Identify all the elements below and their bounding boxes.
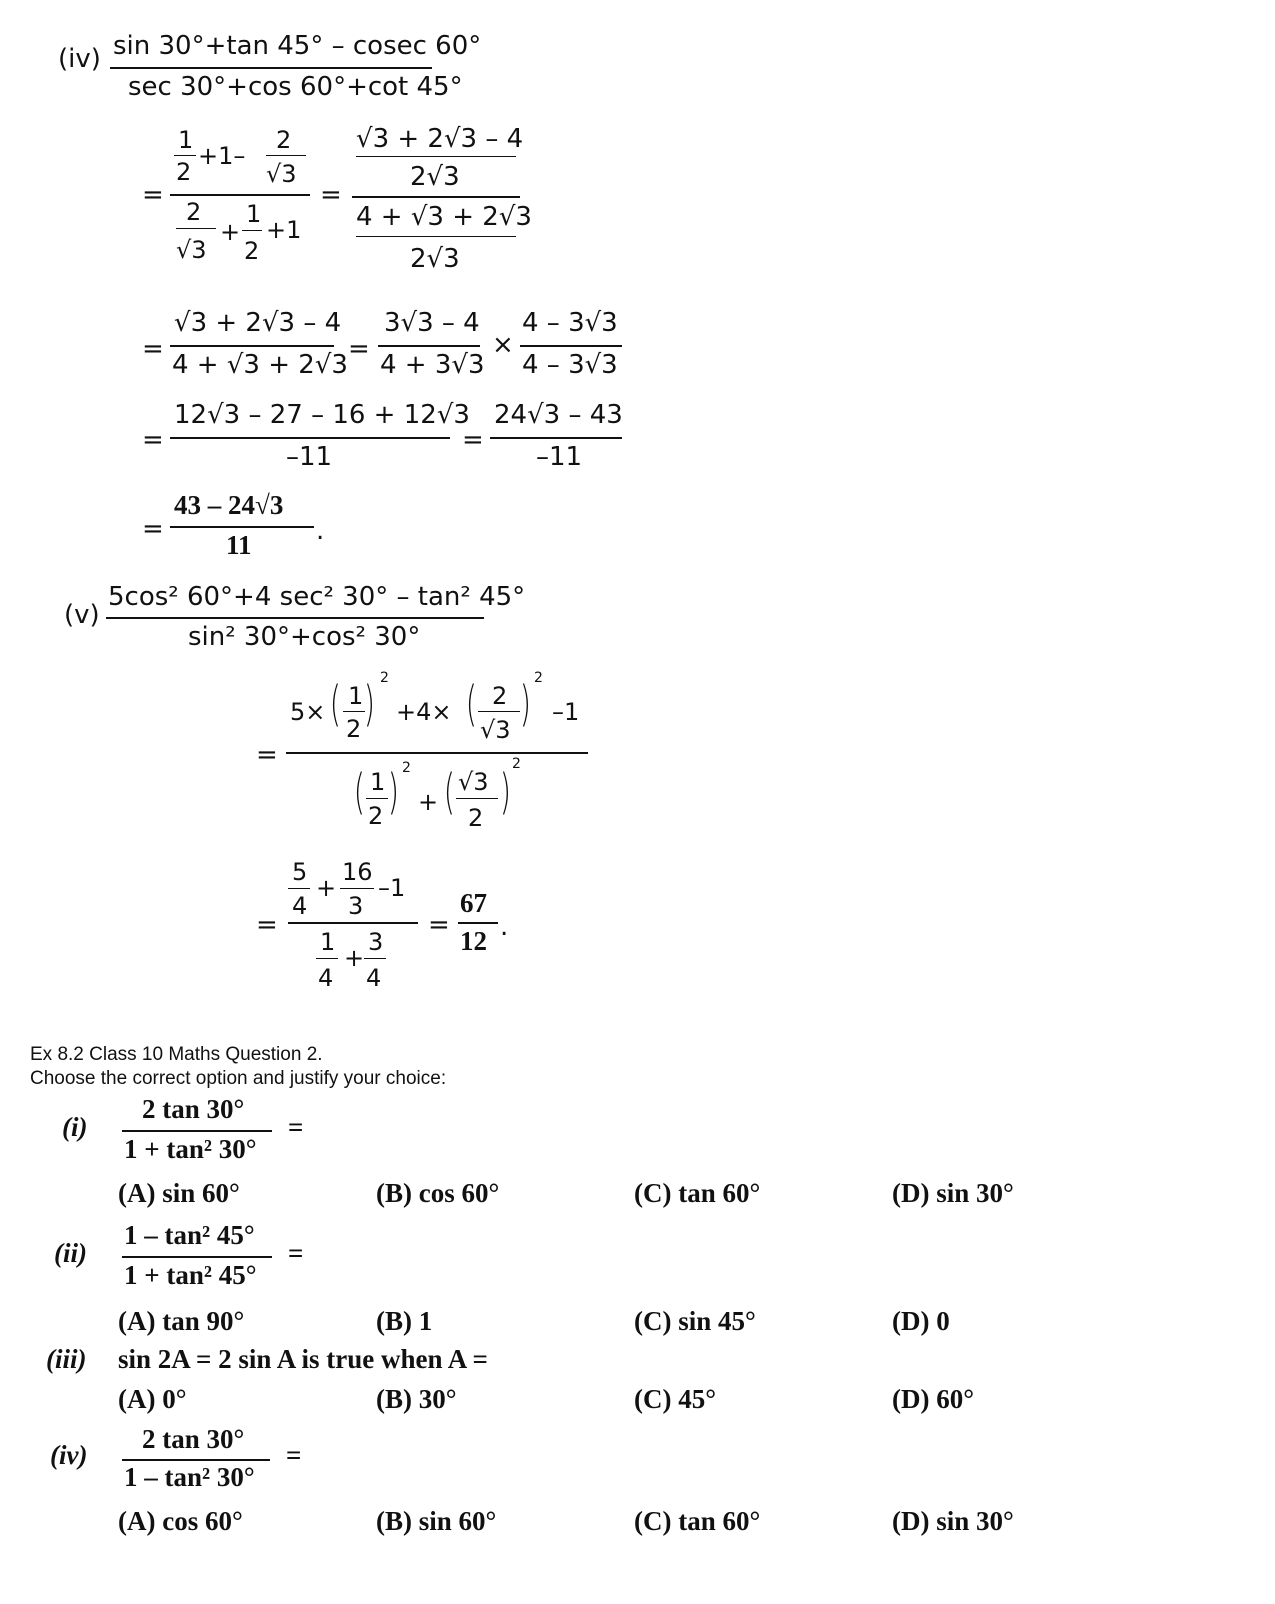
numerator-digit: 3 [368,928,384,956]
numerator-digit: 1 [348,682,364,710]
option-c[interactable]: (C) tan 60° [634,1178,761,1208]
item-numerator: 2 tan 30° [142,1094,245,1124]
operator: –1 [378,874,406,902]
denominator-expression: 4 – 3√3 [522,350,618,380]
exponent: 2 [402,760,411,776]
equals-sign: = [256,910,278,940]
fraction-bar [343,711,365,712]
numerator-digit: 16 [342,858,373,886]
question-instruction: Choose the correct option and justify your choice: [30,1068,447,1089]
fraction-bar [356,156,516,157]
exponent: 2 [534,670,543,686]
operator: +1 [266,216,302,244]
main-fraction-bar [288,922,418,924]
fraction-bar [174,155,196,156]
main-fraction-bar [170,194,310,196]
right-paren: ) [387,764,399,820]
part-iv-numerator: sin 30°+tan 45° – cosec 60° [113,31,482,61]
operator: –1 [552,698,580,726]
numerator-expression: 24√3 – 43 [494,400,623,430]
period: . [316,516,325,546]
item-numerator: 1 – tan² 45° [124,1220,255,1250]
fraction-bar [122,1256,272,1258]
part-iv-denominator: sec 30°+cos 60°+cot 45° [128,72,463,102]
denominator-digit: 2 [346,715,362,743]
fraction-bar [106,617,484,619]
equals-sign: = [142,334,164,364]
fraction-bar [378,345,480,347]
fraction-bar [170,437,450,439]
right-paren: ) [363,676,375,732]
right-paren: ) [519,676,531,732]
denominator-root: √3 [480,716,511,744]
main-fraction-bar [286,752,588,754]
numerator-digit: 1 [320,928,336,956]
item-denominator: 1 + tan² 45° [124,1260,257,1290]
equals-sign: = [288,1112,304,1142]
result-denominator: 12 [460,926,487,956]
numerator-expression: 12√3 – 27 – 16 + 12√3 [174,400,470,430]
operator: +4× [396,698,452,726]
fraction-bar [364,958,386,959]
question-heading: Ex 8.2 Class 10 Maths Question 2. [30,1044,323,1065]
left-paren: ( [329,676,341,732]
period: . [500,912,509,942]
item-denominator: 1 + tan² 30° [124,1134,257,1164]
equals-sign: = [142,514,164,544]
denominator-expression: 2√3 [410,244,460,274]
main-fraction-bar [352,196,520,198]
numerator-digit: 1 [370,768,386,796]
fraction-bar [366,798,388,799]
fraction-bar [122,1459,270,1461]
equals-sign: = [288,1238,304,1268]
fraction-bar [316,958,338,959]
exponent: 2 [380,670,389,686]
option-b[interactable]: (B) 30° [376,1384,457,1414]
option-a[interactable]: (A) 0° [118,1384,187,1414]
denominator-digit: 2 [244,237,260,265]
part-iv-label: (iv) [58,44,101,74]
numerator-digit: 5 [292,858,308,886]
fraction-bar [288,888,310,889]
part-v-denominator: sin² 30°+cos² 30° [188,622,421,652]
denominator-expression: 2√3 [410,162,460,192]
operator: +1– [198,142,246,170]
numerator-expression: √3 + 2√3 – 4 [356,124,524,154]
option-d[interactable]: (D) 60° [892,1384,975,1414]
equals-sign: = [320,180,342,210]
denominator-digit: 4 [292,892,308,920]
denominator-digit: 3 [348,892,364,920]
numerator-digit: 1 [246,200,262,228]
denominator-digit: 4 [318,964,334,992]
numerator-digit: 1 [178,126,194,154]
operator: + [344,944,365,972]
item-statement: sin 2A = 2 sin A is true when A = [118,1344,488,1374]
item-label: (iv) [50,1440,88,1470]
numerator-root: √3 [458,768,489,796]
option-b[interactable]: (B) cos 60° [376,1178,500,1208]
fraction-bar [478,711,520,712]
denominator-digit: 2 [368,802,384,830]
operator: + [220,218,241,246]
operator: 5× [290,698,326,726]
option-d[interactable]: (D) sin 30° [892,1506,1014,1536]
fraction-bar [456,798,498,799]
numerator-digit: 2 [276,126,292,154]
fraction-bar [356,236,516,237]
fraction-bar [458,922,498,924]
result-numerator: 43 – 24√3 [174,490,284,520]
denominator-expression: 4 + √3 + 2√3 [172,350,348,380]
fraction-bar [110,67,432,69]
fraction-bar [176,228,216,229]
option-a[interactable]: (A) cos 60° [118,1506,243,1536]
denominator-digit: 2 [176,158,192,186]
equals-sign: = [286,1440,302,1470]
fraction-bar [242,230,262,231]
option-d[interactable]: (D) 0 [892,1306,950,1336]
item-label: (iii) [46,1344,87,1374]
option-a[interactable]: (A) tan 90° [118,1306,245,1336]
denominator-expression: –11 [536,442,583,472]
numerator-expression: 4 + √3 + 2√3 [356,202,532,232]
fraction-bar [266,155,306,156]
fraction-bar [490,437,622,439]
right-paren: ) [499,764,511,820]
denominator-expression: –11 [286,442,333,472]
equals-sign: = [428,910,450,940]
numerator-expression: √3 + 2√3 – 4 [174,308,342,338]
denominator-expression: 4 + 3√3 [380,350,485,380]
left-paren: ( [465,676,477,732]
item-label: (i) [62,1112,88,1142]
left-paren: ( [443,764,455,820]
denominator-digit: 4 [366,964,382,992]
multiply-sign: × [492,330,514,360]
equals-sign: = [142,425,164,455]
option-c[interactable]: (C) 45° [634,1384,717,1414]
equals-sign: = [348,334,370,364]
numerator-digit: 2 [186,198,202,226]
numerator-expression: 4 – 3√3 [522,308,618,338]
option-a[interactable]: (A) sin 60° [118,1178,240,1208]
option-c[interactable]: (C) sin 45° [634,1306,756,1336]
fraction-bar [170,526,314,528]
denominator-root: √3 [176,236,207,264]
option-b[interactable]: (B) sin 60° [376,1506,497,1536]
item-label: (ii) [54,1238,87,1268]
option-b[interactable]: (B) 1 [376,1306,433,1336]
operator: + [418,788,439,816]
fraction-bar [340,888,374,889]
fraction-bar [122,1130,272,1132]
equals-sign: = [142,180,164,210]
result-numerator: 67 [460,888,487,918]
option-c[interactable]: (C) tan 60° [634,1506,761,1536]
denominator-digit: 2 [468,804,484,832]
result-denominator: 11 [226,530,252,560]
operator: + [316,874,337,902]
fraction-bar [170,345,334,347]
numerator-expression: 3√3 – 4 [384,308,480,338]
left-paren: ( [353,764,365,820]
part-v-label: (v) [64,600,100,630]
equals-sign: = [256,740,278,770]
part-v-numerator: 5cos² 60°+4 sec² 30° – tan² 45° [108,582,526,612]
option-d[interactable]: (D) sin 30° [892,1178,1014,1208]
item-numerator: 2 tan 30° [142,1424,245,1454]
item-denominator: 1 – tan² 30° [124,1462,255,1492]
equals-sign: = [462,425,484,455]
numerator-digit: 2 [492,682,508,710]
fraction-bar [520,345,622,347]
exponent: 2 [512,756,521,772]
denominator-root: √3 [266,160,297,188]
